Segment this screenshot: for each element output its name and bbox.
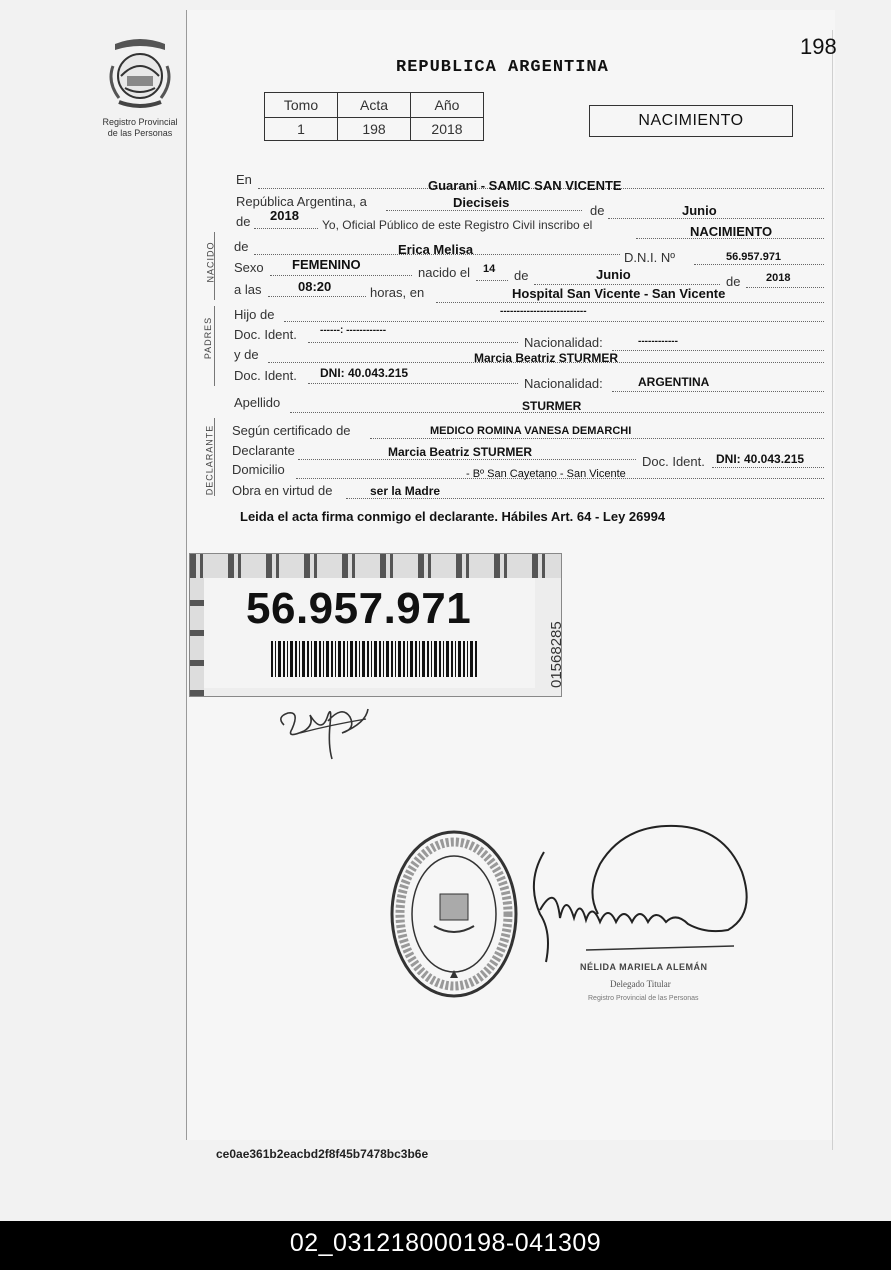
logo-caption-line1: Registro Provincial	[102, 117, 178, 127]
page-number: 198	[800, 34, 837, 59]
nacido-label: nacido el	[418, 265, 471, 280]
side-label-parents: PADRES	[203, 316, 214, 360]
obra-label: Obra en virtud de	[232, 483, 333, 498]
record-type-box: NACIMIENTO	[589, 105, 793, 137]
father-name-value: --------------------------	[500, 306, 587, 317]
mother-name-value: Marcia Beatriz STURMER	[474, 351, 619, 365]
sticker-pattern-side	[190, 578, 204, 696]
official-signature-icon	[516, 822, 756, 968]
nacionalidad-label: Nacionalidad:	[524, 376, 603, 391]
day-value: Dieciseis	[453, 195, 510, 210]
barcode-icon	[271, 641, 479, 677]
official-sub: Registro Provincial de las Personas	[588, 995, 699, 1002]
side-label-declarant: DECLARANTE	[204, 424, 215, 496]
birth-place-value: Hospital San Vicente - San Vicente	[512, 286, 726, 301]
inscribe-value: NACIMIENTO	[690, 224, 773, 239]
registry-logo	[92, 36, 188, 139]
sexo-label: Sexo	[234, 260, 264, 275]
dotted-line	[308, 383, 518, 384]
anio-header: Año	[411, 93, 484, 118]
dotted-line	[284, 321, 824, 322]
dotted-line	[534, 284, 720, 285]
birth-day-value: 14	[483, 263, 496, 275]
footer-document-id: 02_031218000198-041309	[289, 1229, 602, 1257]
de-label: de	[590, 203, 605, 218]
dotted-line	[346, 498, 824, 499]
dotted-line	[712, 467, 824, 468]
segun-label: Según certificado de	[232, 423, 351, 438]
dotted-line	[268, 296, 366, 297]
father-doc-value: ------: ------------	[320, 325, 387, 336]
declarant-signature-icon	[270, 695, 380, 765]
nacionalidad-label: Nacionalidad:	[524, 335, 603, 350]
dni-label: D.N.I. Nº	[624, 250, 675, 265]
horas-label: horas, en	[370, 285, 425, 300]
doc-ident-label: Doc. Ident.	[234, 327, 297, 342]
birth-year-value: 2018	[766, 272, 791, 284]
birth-hour-value: 08:20	[298, 279, 332, 294]
dotted-line	[254, 228, 318, 229]
official-name: NÉLIDA MARIELA ALEMÁN	[580, 962, 708, 972]
dotted-line	[298, 459, 636, 460]
place-of-record-value: Guarani - SAMIC SAN VICENTE	[428, 178, 622, 193]
closing-statement: Leida el acta firma conmigo el declarante. Hábiles Art. 64 - Ley 26994	[240, 509, 666, 524]
dotted-line	[476, 280, 508, 281]
dotted-line	[308, 342, 518, 343]
certificate-value: MEDICO ROMINA VANESA DEMARCHI	[430, 425, 632, 437]
hijo-label: Hijo de	[234, 307, 275, 322]
dotted-line	[386, 210, 582, 211]
anio-value: 2018	[411, 118, 484, 141]
document-hash: ce0ae361b2eacbd2f8f45b7478bc3b6e	[216, 1147, 429, 1161]
en-label: En	[236, 172, 252, 187]
dotted-line	[612, 350, 824, 351]
logo-caption-line2: de las Personas	[107, 128, 173, 138]
coat-of-arms-icon	[105, 36, 175, 112]
de-label: de	[234, 239, 249, 254]
sticker-dni-number: 56.957.971	[246, 584, 472, 633]
y-de-label: y de	[234, 347, 259, 362]
side-label-born: NACIDO	[205, 241, 216, 283]
dotted-line	[612, 391, 824, 392]
tomo-header: Tomo	[265, 93, 338, 118]
child-name-value: Erica Melisa	[398, 242, 474, 257]
declarante-label: Declarante	[232, 443, 295, 458]
record-table	[264, 92, 484, 141]
domicilio-value: - Bº San Cayetano - San Vicente	[466, 468, 626, 480]
sexo-value: FEMENINO	[292, 257, 361, 272]
section-separator-parents	[214, 306, 215, 386]
republica-label: República Argentina, a	[236, 194, 367, 209]
acta-header: Acta	[338, 93, 411, 118]
doc-ident-label: Doc. Ident.	[642, 454, 705, 469]
month-value: Junio	[682, 203, 717, 218]
declarante-value: Marcia Beatriz STURMER	[388, 445, 533, 459]
tomo-value: 1	[265, 118, 338, 141]
official-seal-icon	[388, 828, 524, 1000]
doc-ident-label: Doc. Ident.	[234, 368, 297, 383]
a-las-label: a las	[234, 282, 262, 297]
dotted-line	[270, 275, 412, 276]
declarante-doc-value: DNI: 40.043.215	[716, 452, 805, 466]
acta-value: 198	[338, 118, 411, 141]
sticker-pattern-band	[190, 554, 561, 578]
mother-doc-value: DNI: 40.043.215	[320, 366, 409, 380]
dni-value: 56.957.971	[726, 251, 782, 263]
dotted-line	[608, 218, 824, 219]
dotted-line	[370, 438, 824, 439]
de-label: de	[514, 268, 529, 283]
oficial-text: Yo, Oficial Público de este Registro Civil inscribo el	[322, 218, 593, 232]
apellido-value: STURMER	[522, 399, 582, 413]
dotted-line	[694, 264, 824, 265]
dotted-line	[746, 287, 824, 288]
dotted-line	[436, 302, 824, 303]
domicilio-label: Domicilio	[232, 462, 285, 477]
birth-month-value: Junio	[596, 267, 631, 282]
official-role: Delegado Titular	[610, 979, 671, 989]
paper-edge	[832, 30, 833, 1150]
father-nationality-value: ------------	[638, 336, 678, 347]
year-value: 2018	[270, 208, 299, 223]
apellido-label: Apellido	[234, 395, 281, 410]
document-title: REPUBLICA ARGENTINA	[396, 58, 609, 77]
de-label: de	[726, 274, 741, 289]
obra-value: ser la Madre	[370, 484, 441, 498]
sticker-serial: 01568285	[548, 621, 565, 688]
mother-nationality-value: ARGENTINA	[638, 375, 710, 389]
de-label: de	[236, 214, 251, 229]
